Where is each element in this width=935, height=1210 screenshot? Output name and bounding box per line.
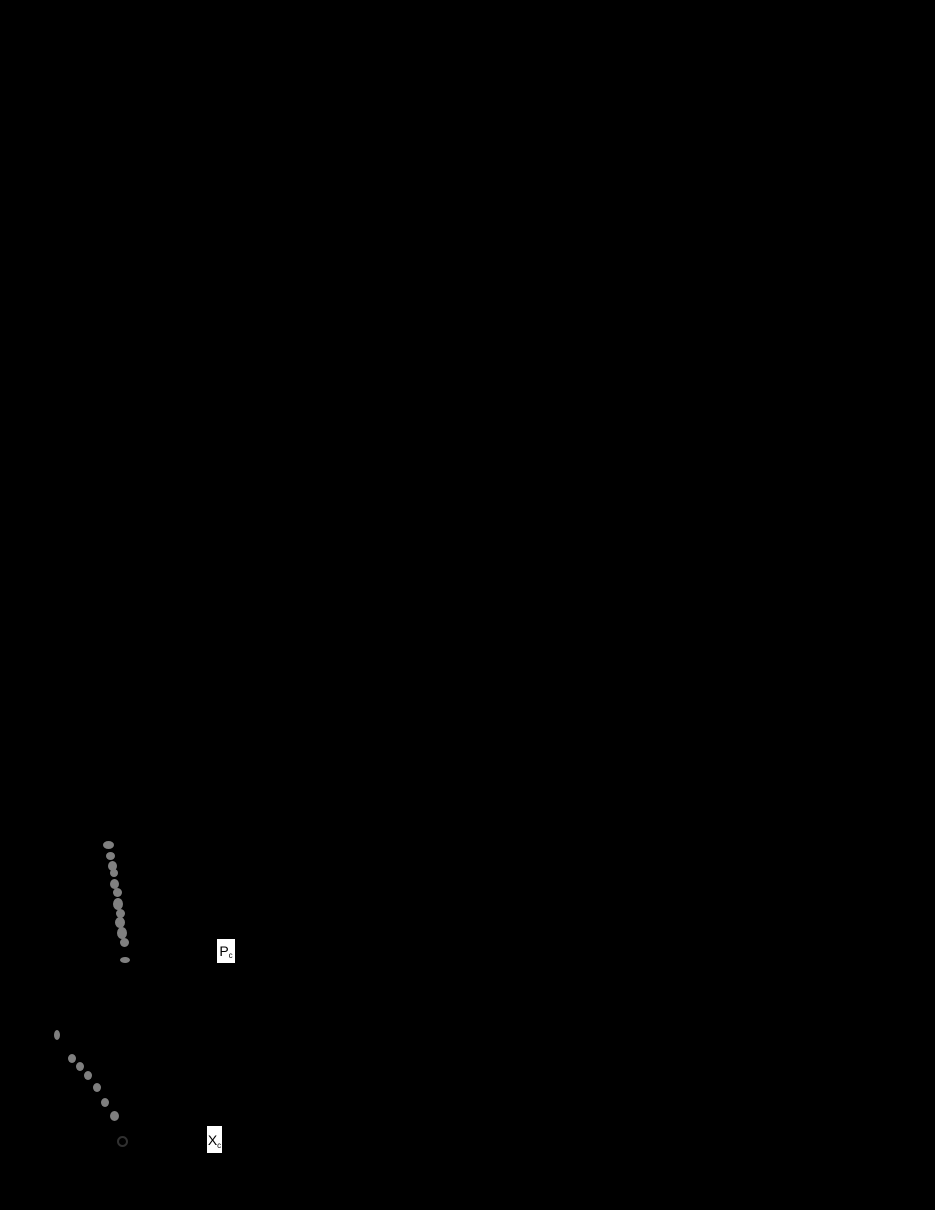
pc-trajectory-point: [113, 888, 122, 897]
pc-trajectory-point: [120, 938, 129, 947]
xc-trajectory-point: [101, 1098, 109, 1107]
xc-trajectory-point: [68, 1054, 76, 1063]
pc-annotation-label: [217, 939, 235, 963]
pc-label-subscript: c: [228, 951, 233, 960]
xc-annotation-label: [207, 1126, 222, 1153]
xc-trajectory-point: [110, 1111, 119, 1121]
origin-ring-marker: [117, 1136, 128, 1147]
xc-trajectory-point: [93, 1083, 101, 1092]
xc-trajectory-point: [54, 1030, 60, 1040]
xc-trajectory-point: [84, 1071, 92, 1080]
pc-trajectory-point: [115, 917, 125, 928]
pc-trajectory-point: [120, 957, 130, 963]
xc-label-main: X: [207, 1131, 218, 1148]
pc-trajectory-point: [103, 841, 114, 849]
xc-trajectory-point: [76, 1062, 84, 1071]
xc-label-subscript: c: [217, 1141, 222, 1150]
pc-label-main: P: [219, 943, 229, 959]
pc-trajectory-point: [106, 852, 115, 860]
pc-trajectory-point: [110, 869, 118, 877]
